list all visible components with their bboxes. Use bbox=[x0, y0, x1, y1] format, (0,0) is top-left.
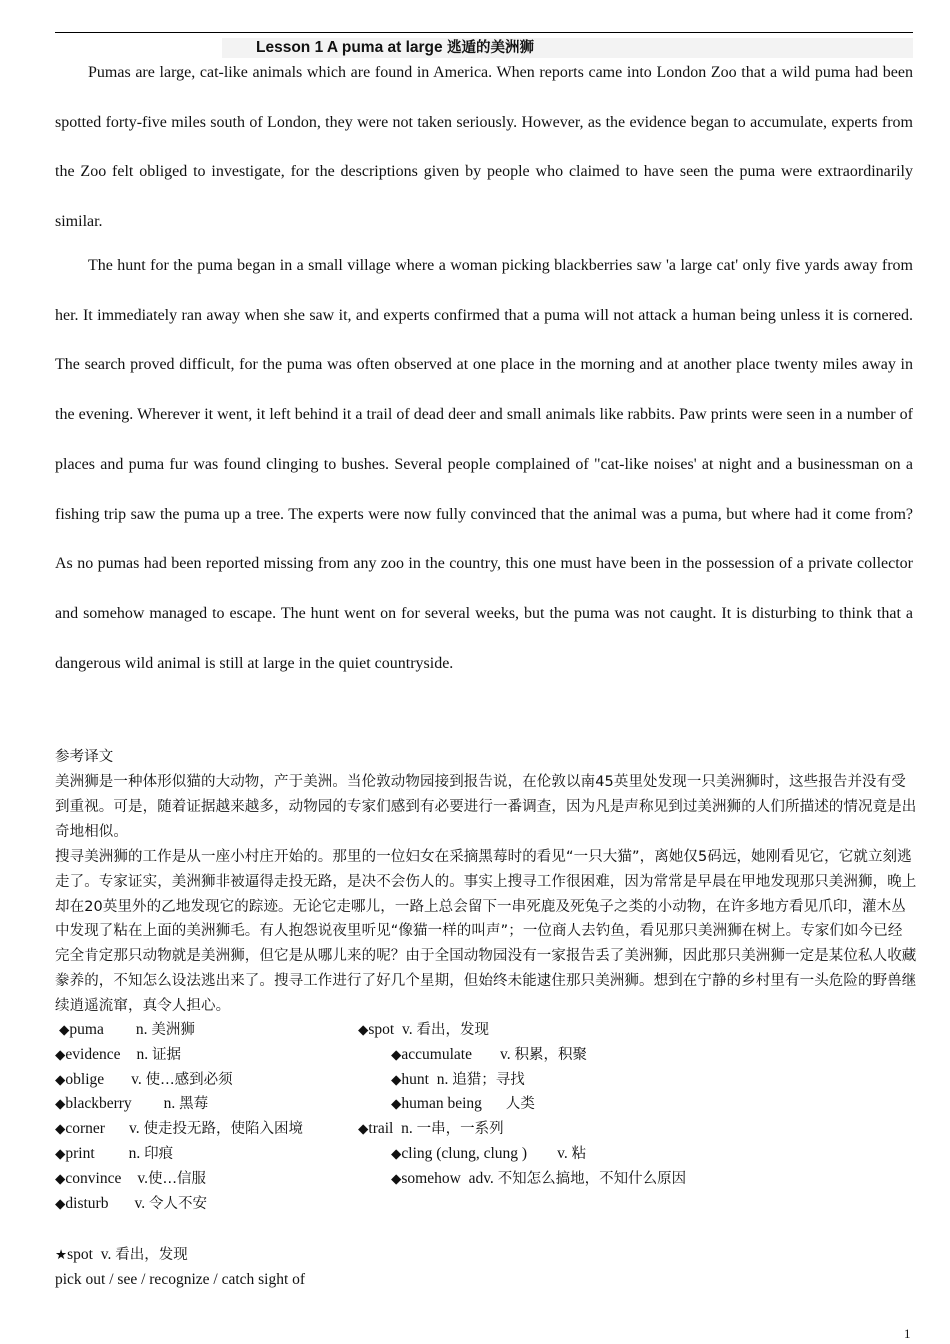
vocab-row bbox=[55, 1068, 925, 1093]
vocab-row bbox=[55, 1117, 925, 1142]
vocab-item-human-being: ◆human being 人类 bbox=[391, 1095, 535, 1113]
text-paragraph-2: The hunt for the puma began in a small village where a woman picking blackberries saw 'a large cat' only five yards away from her. It immediately ran away when she saw it, and experts confirmed that a puma will not attack a human being unless it is cornered. The search proved difficult, for the puma was often observed at one place in the morning and at another place twenty miles away in the evening. Wherever it went, it left behind it a trail of dead deer and small animals like rabbits. Paw prints were seen in a number of places and puma fur was found clinging to bushes. Several people complained of "cat-like noises' at night and a businessman on a fishing trip saw the puma up a tree. The experts were now fully convinced that the animal was a puma, but where had it come from? As no pumas had been reported missing from any zoo in the country, this one must have been in the possession of a private collector and somehow managed to escape. The hunt went on for several weeks, but the puma was not caught. It is disturbing to think that a dangerous wild animal is still at large in the quiet countryside. bbox=[55, 257, 913, 672]
vocab-item-print: ◆print n. 印痕 bbox=[55, 1144, 174, 1162]
vocab-row bbox=[55, 1167, 925, 1192]
vocab-item-disturb: ◆disturb v. 令人不安 bbox=[55, 1194, 207, 1212]
focus-synonyms: pick out / see / recognize / catch sight of bbox=[55, 1271, 306, 1288]
diamond-bullet-icon: ◆ bbox=[391, 1096, 402, 1113]
diamond-bullet-icon: ◆ bbox=[391, 1170, 402, 1187]
vocab-item-somehow: ◆somehow adv. 不知怎么搞地，不知什么原因 bbox=[391, 1169, 687, 1187]
vocab-row bbox=[55, 1192, 925, 1217]
diamond-bullet-icon: ◆ bbox=[55, 1071, 66, 1088]
star-icon: ★ bbox=[55, 1247, 68, 1263]
focus-pos: v. bbox=[100, 1246, 112, 1263]
diamond-bullet-icon: ◆ bbox=[59, 1022, 70, 1038]
diamond-bullet-icon: ◆ bbox=[358, 1121, 369, 1138]
diamond-bullet-icon: ◆ bbox=[55, 1195, 66, 1212]
text-paragraph-1: Pumas are large, cat-like animals which are found in America. When reports came into London Zoo that a wild puma had been spotted forty-five miles south of London, they were not taken seriously. However, as the evidence began to accumulate, experts from the Zoo felt obliged to investigate, for the descriptions given by people who claimed to have seen the puma were extraordinarily similar. bbox=[55, 64, 913, 231]
focus-word: spot bbox=[67, 1246, 93, 1263]
diamond-bullet-icon: ◆ bbox=[358, 1022, 369, 1038]
translation-paragraph-2: 搜寻美洲狮的工作是从一座小村庄开始的。那里的一位妇女在采摘黑莓时的看见“一只大猫”，离她仅5码远，她刚看见它，它就立刻逃走了。专家证实，美洲狮非被逼得走投无路，是决不会伤人的。事实上搜寻工作很困难，因为常常是早晨在甲地发现那只美洲狮，晚上却在20英里外的乙地发现它的踪迹。无论它走哪儿，一路上总会留下一串死鹿及死兔子之类的小动物，在许多地方看见爪印，灌木丛中发现了粘在上面的美洲狮毛。有人抱怨说夜里听见“像猫一样的叫声”；一位商人去钓鱼，看见那只美洲狮在树上。专家们如今已经完全肯定那只动物就是美洲狮，但它是从哪儿来的呢？由于全国动物园没有一家报告丢了美洲狮，因此那只美洲狮一定是某位私人收藏豢养的，不知怎么设法逃出来了。搜寻工作进行了好几个星期，但始终未能逮住那只美洲狮。想到在宁静的乡村里有一头危险的野兽继续逍遥流窜，真令人担心。 bbox=[55, 849, 917, 1014]
vocab-item-blackberry: ◆blackberry n. 黑莓 bbox=[55, 1095, 209, 1113]
diamond-bullet-icon: ◆ bbox=[55, 1121, 66, 1138]
vocab-item-cling: ◆cling (clung, clung ) v. 粘 bbox=[391, 1144, 587, 1162]
vocab-item-hunt: ◆hunt n. 追猎；寻找 bbox=[391, 1070, 525, 1088]
focus-definition: 看出，发现 bbox=[115, 1247, 188, 1263]
page-number: 1 bbox=[904, 1326, 911, 1341]
focus-word-line bbox=[55, 1243, 188, 1268]
diamond-bullet-icon: ◆ bbox=[391, 1046, 402, 1063]
diamond-bullet-icon: ◆ bbox=[55, 1145, 66, 1162]
top-rule bbox=[55, 32, 913, 33]
translation-paragraph-1: 美洲狮是一种体形似猫的大动物，产于美洲。当伦敦动物园接到报告说，在伦敦以南45英里处发现一只美洲狮时，这些报告并没有受到重视。可是，随着证据越来越多，动物园的专家们感到有必要进行一番调查，因为凡是声称见到过美洲狮的人们所描述的情况竟是出奇地相似。 bbox=[55, 774, 917, 840]
lesson-title-en: Lesson 1 A puma at large bbox=[256, 39, 443, 56]
vocab-row bbox=[55, 1018, 925, 1043]
vocab-item-puma: ◆puma n. 美洲狮 bbox=[59, 1021, 195, 1038]
lesson-title-cn: 逃遁的美洲狮 bbox=[446, 40, 534, 56]
vocabulary-list bbox=[55, 1018, 925, 1216]
vocab-item-trail: ◆trail n. 一串，一系列 bbox=[358, 1120, 504, 1138]
diamond-bullet-icon: ◆ bbox=[55, 1046, 66, 1063]
vocab-item-convince: ◆convince v.使…信服 bbox=[55, 1169, 206, 1187]
diamond-bullet-icon: ◆ bbox=[55, 1170, 66, 1187]
translation-heading: 参考译文 bbox=[55, 749, 114, 765]
vocab-row bbox=[55, 1043, 925, 1068]
vocab-row bbox=[55, 1142, 925, 1167]
diamond-bullet-icon: ◆ bbox=[55, 1096, 66, 1113]
vocab-item-corner: ◆corner v. 使走投无路，使陷入困境 bbox=[55, 1120, 303, 1138]
vocab-item-accumulate: ◆accumulate v. 积累，积聚 bbox=[391, 1045, 587, 1063]
diamond-bullet-icon: ◆ bbox=[391, 1145, 402, 1162]
diamond-bullet-icon: ◆ bbox=[391, 1071, 402, 1088]
vocab-item-evidence: ◆evidence n. 证据 bbox=[55, 1045, 181, 1063]
vocab-row bbox=[55, 1092, 925, 1117]
vocab-item-spot: ◆spot v. 看出，发现 bbox=[358, 1021, 489, 1038]
vocab-item-oblige: ◆oblige v. 使…感到必须 bbox=[55, 1070, 233, 1088]
